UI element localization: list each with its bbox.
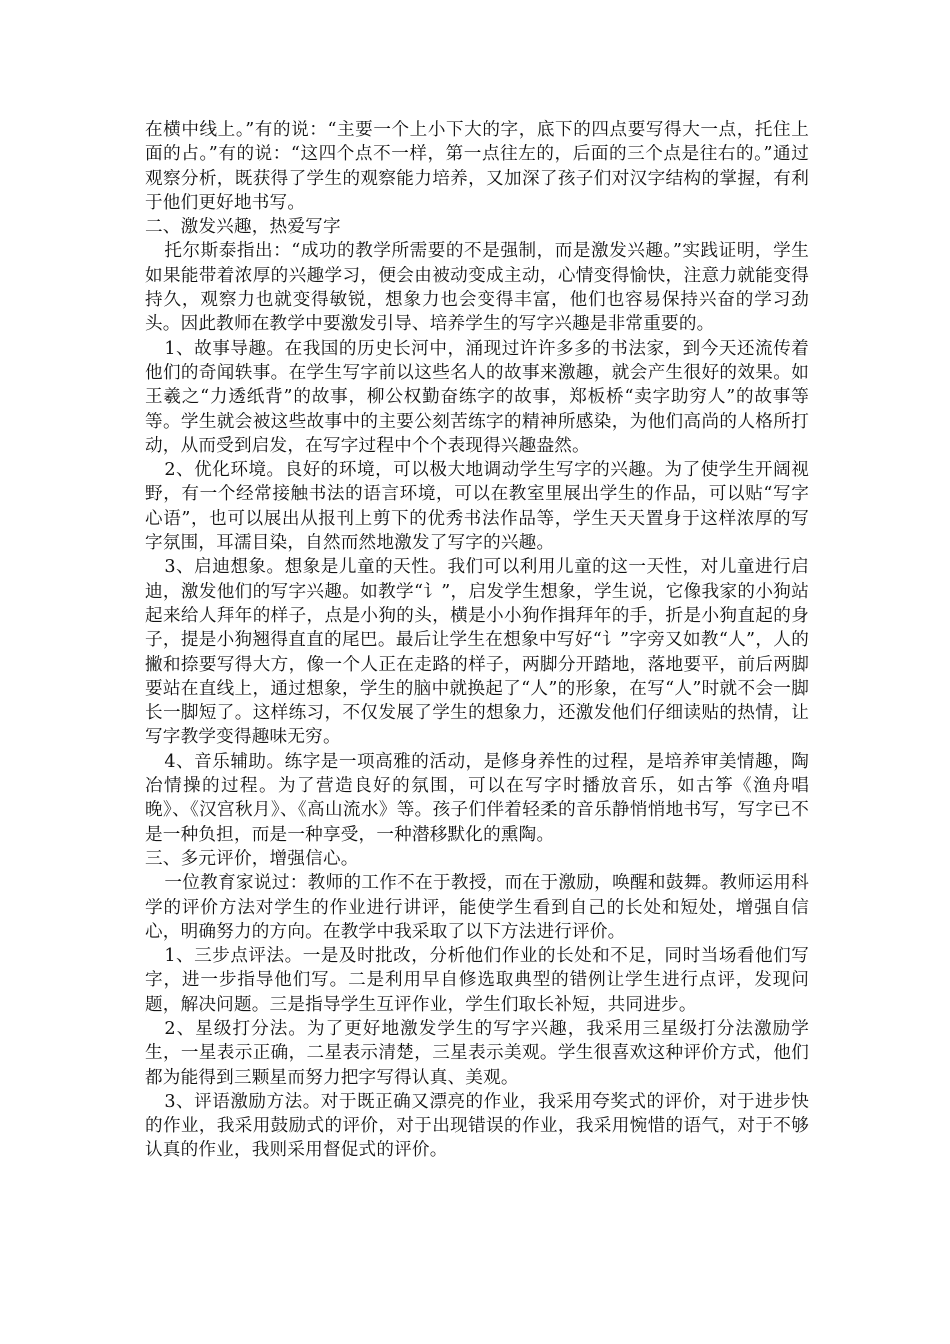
paragraph: 3、评语激励方法。对于既正确又漂亮的作业，我采用夸奖式的评价，对于进步快的作业，我采用鼓励式的评价，对于出现错误的作业，我采用惋惜的语气，对于不够认真的作业，我则采用督促式的评价。 [145, 1091, 809, 1161]
paragraph: 托尔斯泰指出：“成功的教学所需要的不是强制，而是激发兴趣。”实践证明，学生如果能带着浓厚的兴趣学习，便会由被动变成主动，心情变得愉快，注意力就能变得持久，观察力也就变得敏锐，想象力也会变得丰富，他们也容易保持兴奋的学习劲头。因此教师在教学中要激发引导、培养学生的写字兴趣是非常重要的。 [145, 241, 809, 335]
document-body [145, 118, 809, 1163]
paragraph-continuation: 在横中线上。”有的说：“主要一个上小下大的字，底下的四点要写得大一点，托住上面的占。”有的说：“这四个点不一样，第一点往左的，后面的三个点是往右的。”通过观察分析，既获得了学生的观察能力培养，又加深了孩子们对汉字结构的掌握，有利于他们更好地书写。 [145, 120, 809, 213]
paragraph: 一位教育家说过：教师的工作不在于教授，而在于激励，唤醒和鼓舞。教师运用科学的评价方法对学生的作业进行讲评，能使学生看到自己的长处和短处，增强自信心，明确努力的方向。在教学中我采取了以下方法进行评价。 [145, 873, 809, 942]
section-heading-2: 二、激发兴趣，热爱写字 [145, 217, 341, 238]
section-heading-3: 三、多元评价，增强信心。 [145, 848, 359, 869]
paragraph: 3、启迪想象。想象是儿童的天性。我们可以利用儿童的这一天性，对儿童进行启迪，激发他们的写字兴趣。如教学“讠”，启发学生想象，学生说，它像我家的小狗站起来给人拜年的样子，点是小狗的头，横是小小狗作揖拜年的手，折是小狗直起的身子，提是小狗翘得直直的尾巴。最后让学生在想象中写好“讠”字旁又如教“人”，人的撇和捺要写得大方，像一个人正在走路的样子，两脚分开踏地，落地要平，前后两脚要站在直线上，通过想象，学生的脑中就换起了“人”的形象，在写“人”时就不会一脚长一脚短了。这样练习，不仅发展了学生的想象力，还激发他们仔细读贴的热情，让写字教学变得趣味无穷。 [145, 557, 809, 748]
paragraph: 2、星级打分法。为了更好地激发学生的写字兴趣，我采用三星级打分法激励学生，一星表示正确，二星表示清楚，三星表示美观。学生很喜欢这种评价方式，他们都为能得到三颗星而努力把字写得认真、美观。 [145, 1018, 809, 1088]
paragraph: 1、三步点评法。一是及时批改，分析他们作业的长处和不足，同时当场看他们写字，进一步指导他们写。二是利用早自修选取典型的错例让学生进行点评，发现问题，解决问题。三是指导学生互评作业，学生们取长补短，共同进步。 [145, 946, 809, 1015]
paragraph: 2、优化环境。良好的环境，可以极大地调动学生写字的兴趣。为了使学生开阔视野，有一个经常接触书法的语言环境，可以在教室里展出学生的作品，可以贴“写字心语”，也可以展出从报刊上剪下的优秀书法作品等，学生天天置身于这样浓厚的写字氛围，耳濡目染，自然而然地激发了写字的兴趣。 [145, 460, 809, 554]
paragraph: 4、音乐辅助。练字是一项高雅的活动，是修身养性的过程，是培养审美情趣，陶冶情操的过程。为了营造良好的氛围，可以在写字时播放音乐，如古筝《渔舟唱晚》、《汉宫秋月》、《高山流水》等。孩子们伴着轻柔的音乐静悄悄地书写，写字已不是一种负担，而是一种享受，一种潜移默化的熏陶。 [145, 751, 809, 845]
paragraph: 1、故事导趣。在我国的历史长河中，涌现过许许多多的书法家，到今天还流传着他们的奇闻轶事。在学生写字前以这些名人的故事来激趣，就会产生很好的效果。如王羲之“力透纸背”的故事，柳公权勤奋练字的故事，郑板桥“卖字助穷人”的故事等等。学生就会被这些故事中的主要公刻苦练字的精神所感染，为他们高尚的人格所打动，从而受到启发，在写字过程中个个表现得兴趣盎然。 [145, 338, 809, 456]
